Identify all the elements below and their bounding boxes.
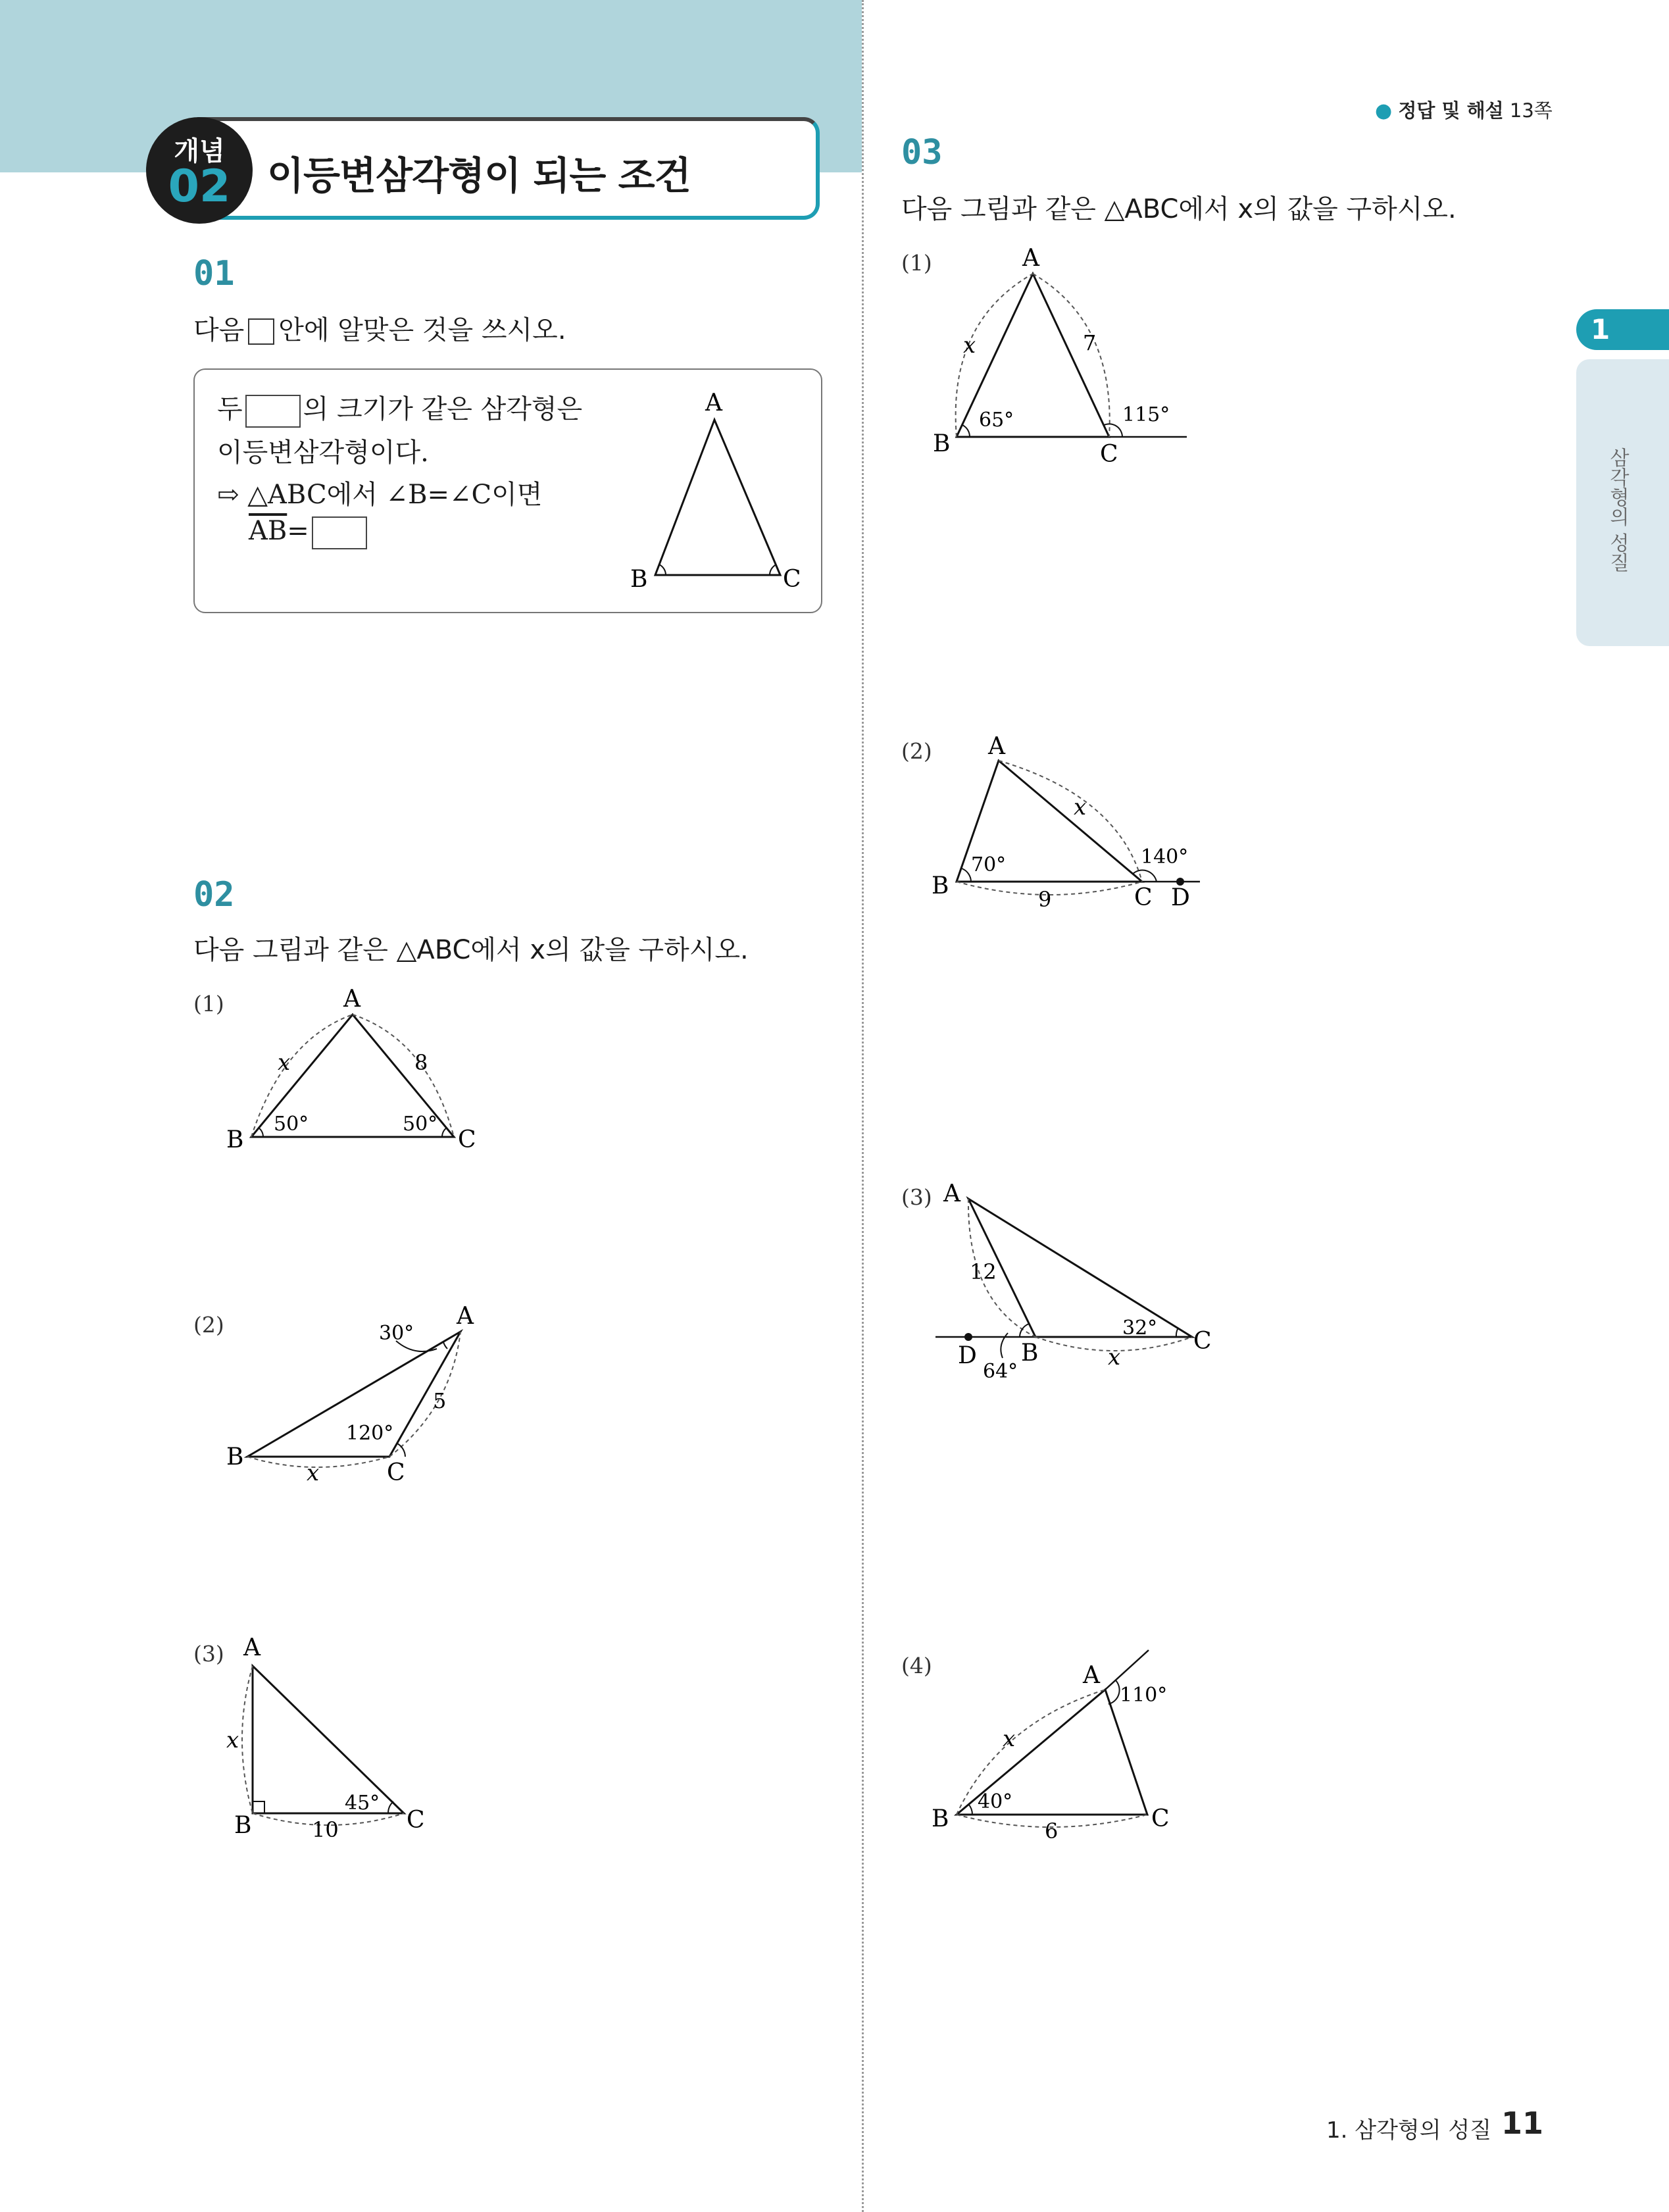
vertex-label-c: C bbox=[783, 566, 801, 593]
concept-line-3: ⇨ △ABC에서 ∠B=∠C이면 bbox=[217, 480, 543, 510]
page-title: 이등변삼각형이 되는 조건 bbox=[267, 153, 691, 198]
side-length: 5 bbox=[433, 1388, 447, 1413]
q03-3-figure bbox=[928, 1171, 1230, 1395]
unknown-x: x bbox=[1003, 1726, 1016, 1752]
vertex-label-c: C bbox=[387, 1459, 405, 1486]
q02-2-figure bbox=[217, 1303, 493, 1487]
side-length: 7 bbox=[1083, 330, 1097, 355]
answer-reference-page: 13쪽 bbox=[1509, 99, 1553, 122]
part-label: (3) bbox=[901, 1184, 932, 1210]
vertex-label-b: B bbox=[932, 1805, 949, 1832]
vertex-label-a: A bbox=[705, 390, 722, 416]
triangle-abc bbox=[253, 1666, 404, 1813]
concept-line-2: 이등변삼각형이다. bbox=[217, 438, 429, 468]
angle-mark-c bbox=[442, 1128, 447, 1137]
angle-mark-c bbox=[397, 1444, 405, 1457]
vertex-label-d: D bbox=[958, 1342, 977, 1369]
part-label: (2) bbox=[901, 738, 932, 764]
vertex-label-d: D bbox=[1171, 884, 1190, 911]
vertex-label-b: B bbox=[1021, 1340, 1039, 1367]
side-length: 10 bbox=[312, 1817, 339, 1842]
page-divider bbox=[862, 0, 864, 2212]
point-d bbox=[964, 1333, 972, 1341]
angle-value: 32° bbox=[1122, 1317, 1158, 1340]
vertex-label-a: A bbox=[243, 1634, 261, 1661]
concept-line-1 bbox=[217, 388, 582, 428]
vertex-label-c: C bbox=[1151, 1805, 1170, 1832]
angle-mark-c bbox=[770, 565, 776, 575]
vertex-label-a: A bbox=[343, 986, 361, 1013]
angle-value: 115° bbox=[1122, 403, 1170, 426]
blank-square-icon bbox=[248, 318, 274, 345]
angle-value: 40° bbox=[978, 1790, 1013, 1813]
concept-badge-label: 개념 bbox=[174, 136, 225, 166]
vertex-label-a: A bbox=[988, 733, 1005, 760]
vertex-label-b: B bbox=[630, 566, 648, 593]
angle-value: 110° bbox=[1120, 1684, 1168, 1707]
prompt-text: 안에 알맞은 것을 쓰시오. bbox=[278, 315, 566, 345]
bullet-icon: ● bbox=[1375, 99, 1393, 122]
vertex-label-b: B bbox=[933, 430, 951, 457]
q02-1-figure bbox=[217, 980, 493, 1165]
side-length: 12 bbox=[970, 1259, 997, 1284]
angle-mark-b bbox=[962, 425, 970, 437]
unknown-x: x bbox=[963, 332, 976, 359]
part-label: (1) bbox=[901, 250, 932, 276]
q03-1-figure bbox=[921, 237, 1210, 480]
side-ab-dashed bbox=[242, 1666, 253, 1813]
angle-mark-b bbox=[962, 868, 971, 882]
angle-value: 45° bbox=[345, 1792, 380, 1815]
vertex-label-b: B bbox=[226, 1444, 244, 1470]
q02-3-figure bbox=[217, 1632, 493, 1849]
part-label: (1) bbox=[193, 991, 224, 1017]
vertex-label-c: C bbox=[1134, 884, 1153, 911]
footer-chapter: 1. 삼각형의 성질 bbox=[1326, 2117, 1492, 2144]
unknown-x: x bbox=[307, 1460, 320, 1486]
angle-mark-b bbox=[259, 1128, 263, 1137]
triangle-abc bbox=[968, 1199, 1192, 1337]
segment-ab: $\overline{AB}$ bbox=[249, 516, 287, 546]
question-prompt-02: 다음 그림과 같은 △ABC에서 x의 값을 구하시오. bbox=[193, 935, 749, 965]
q03-2-figure bbox=[921, 724, 1224, 921]
vertex-label-b: B bbox=[932, 872, 949, 899]
equals-sign: = bbox=[287, 516, 309, 546]
angle-mark-exterior bbox=[1109, 1680, 1120, 1704]
vertex-label-a: A bbox=[1083, 1662, 1100, 1689]
angle-mark-c bbox=[1176, 1329, 1178, 1337]
vertex-label-a: A bbox=[1022, 245, 1039, 272]
answer-reference-label: 정답 및 해설 bbox=[1398, 99, 1504, 122]
angle-value: 64° bbox=[983, 1360, 1018, 1383]
q01-triangle-figure bbox=[618, 382, 816, 599]
unknown-x: x bbox=[1074, 794, 1087, 820]
angle-value: 30° bbox=[379, 1322, 414, 1345]
chapter-tab-number: 1 bbox=[1591, 313, 1610, 345]
vertex-label-c: C bbox=[458, 1126, 476, 1153]
angle-mark-b bbox=[968, 1804, 972, 1815]
question-number-01: 01 bbox=[193, 254, 235, 293]
unknown-x: x bbox=[1108, 1344, 1121, 1370]
unknown-x: x bbox=[278, 1049, 291, 1076]
angle-value: 120° bbox=[346, 1422, 394, 1445]
concept-badge-number: 02 bbox=[168, 161, 231, 213]
vertex-label-a: A bbox=[943, 1180, 960, 1207]
angle-value: 140° bbox=[1141, 845, 1189, 868]
page-number: 11 bbox=[1501, 2105, 1544, 2141]
right-angle-icon bbox=[253, 1801, 264, 1813]
question-prompt-03: 다음 그림과 같은 △ABC에서 x의 값을 구하시오. bbox=[901, 194, 1457, 224]
question-number-03: 03 bbox=[901, 133, 943, 172]
prompt-text: 다음 bbox=[193, 315, 245, 345]
side-length: 9 bbox=[1038, 887, 1052, 912]
question-number-02: 02 bbox=[193, 875, 235, 915]
concept-line-4 bbox=[249, 516, 370, 549]
answer-blank[interactable] bbox=[312, 516, 367, 549]
vertex-label-b: B bbox=[234, 1812, 252, 1839]
concept-text: 두 bbox=[217, 394, 243, 424]
concept-text: 의 크기가 같은 삼각형은 bbox=[303, 394, 583, 424]
vertex-label-a: A bbox=[457, 1303, 474, 1330]
part-label: (4) bbox=[901, 1653, 932, 1678]
vertex-label-c: C bbox=[1100, 441, 1118, 468]
vertex-label-c: C bbox=[1193, 1328, 1212, 1355]
question-prompt-01 bbox=[193, 309, 566, 347]
side-length: 8 bbox=[414, 1050, 428, 1075]
part-label: (2) bbox=[193, 1312, 224, 1338]
angle-value: 65° bbox=[979, 409, 1014, 432]
vertex-label-c: C bbox=[407, 1807, 425, 1834]
angle-mark-exterior bbox=[1020, 1324, 1029, 1337]
triangle-abc bbox=[655, 420, 780, 575]
answer-blank[interactable] bbox=[245, 395, 301, 428]
chapter-label: 삼각형의 성질 bbox=[1606, 447, 1629, 572]
angle-mark-b bbox=[659, 565, 666, 575]
side-length: 6 bbox=[1045, 1819, 1059, 1844]
unknown-x: x bbox=[226, 1727, 239, 1753]
part-label: (3) bbox=[193, 1641, 224, 1667]
angle-value: 50° bbox=[274, 1113, 309, 1136]
answer-reference bbox=[1375, 96, 1553, 123]
angle-mark-a bbox=[443, 1342, 447, 1349]
angle-value: 70° bbox=[971, 853, 1007, 876]
vertex-label-b: B bbox=[226, 1126, 244, 1153]
angle-value: 50° bbox=[403, 1113, 438, 1136]
q03-4-figure bbox=[921, 1638, 1224, 1855]
